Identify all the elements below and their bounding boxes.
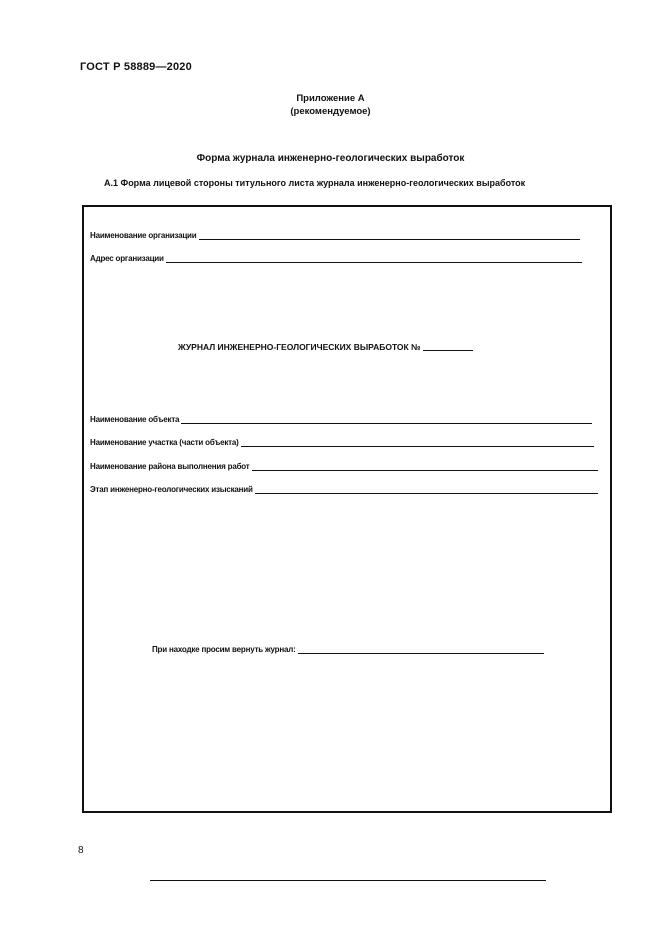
return-label: При находке просим вернуть журнал:	[152, 645, 296, 654]
area-field	[90, 460, 598, 472]
org-name-line[interactable]	[199, 239, 581, 240]
document-code: ГОСТ Р 58889—2020	[80, 61, 192, 73]
section-title: А.1 Форма лицевой стороны титульного листа журнала инженерно-геологических выработок	[104, 178, 526, 188]
journal-number-line[interactable]	[423, 350, 473, 351]
journal-title-text: ЖУРНАЛ ИНЖЕНЕРНО-ГЕОЛОГИЧЕСКИХ ВЫРАБОТОК №	[178, 342, 421, 352]
stage-label: Этап инженерно-геологических изысканий	[90, 485, 253, 494]
object-field	[90, 413, 592, 425]
area-line[interactable]	[252, 470, 598, 471]
return-field	[152, 643, 544, 655]
appendix-heading	[0, 92, 661, 118]
journal-title	[178, 342, 473, 352]
org-address-label: Адрес организации	[90, 254, 164, 263]
org-address-field	[90, 252, 582, 264]
return-line[interactable]	[298, 653, 544, 654]
page-number: 8	[78, 845, 84, 856]
form-title: Форма журнала инженерно-геологических выработок	[196, 153, 465, 164]
object-label: Наименование объекта	[90, 415, 180, 424]
area-label: Наименование района выполнения работ	[90, 462, 250, 471]
site-label: Наименование участка (части объекта)	[90, 438, 239, 447]
appendix-title: Приложение А	[296, 93, 365, 104]
return-address-line[interactable]	[150, 880, 546, 881]
stage-field	[90, 483, 598, 495]
org-name-label: Наименование организации	[90, 231, 197, 240]
object-line[interactable]	[181, 423, 592, 424]
appendix-subtitle: (рекомендуемое)	[290, 106, 371, 117]
title-page-form	[82, 205, 612, 813]
site-field	[90, 436, 594, 448]
site-line[interactable]	[241, 446, 594, 447]
org-address-line[interactable]	[166, 262, 582, 263]
org-name-field	[90, 229, 580, 241]
stage-line[interactable]	[255, 493, 598, 494]
